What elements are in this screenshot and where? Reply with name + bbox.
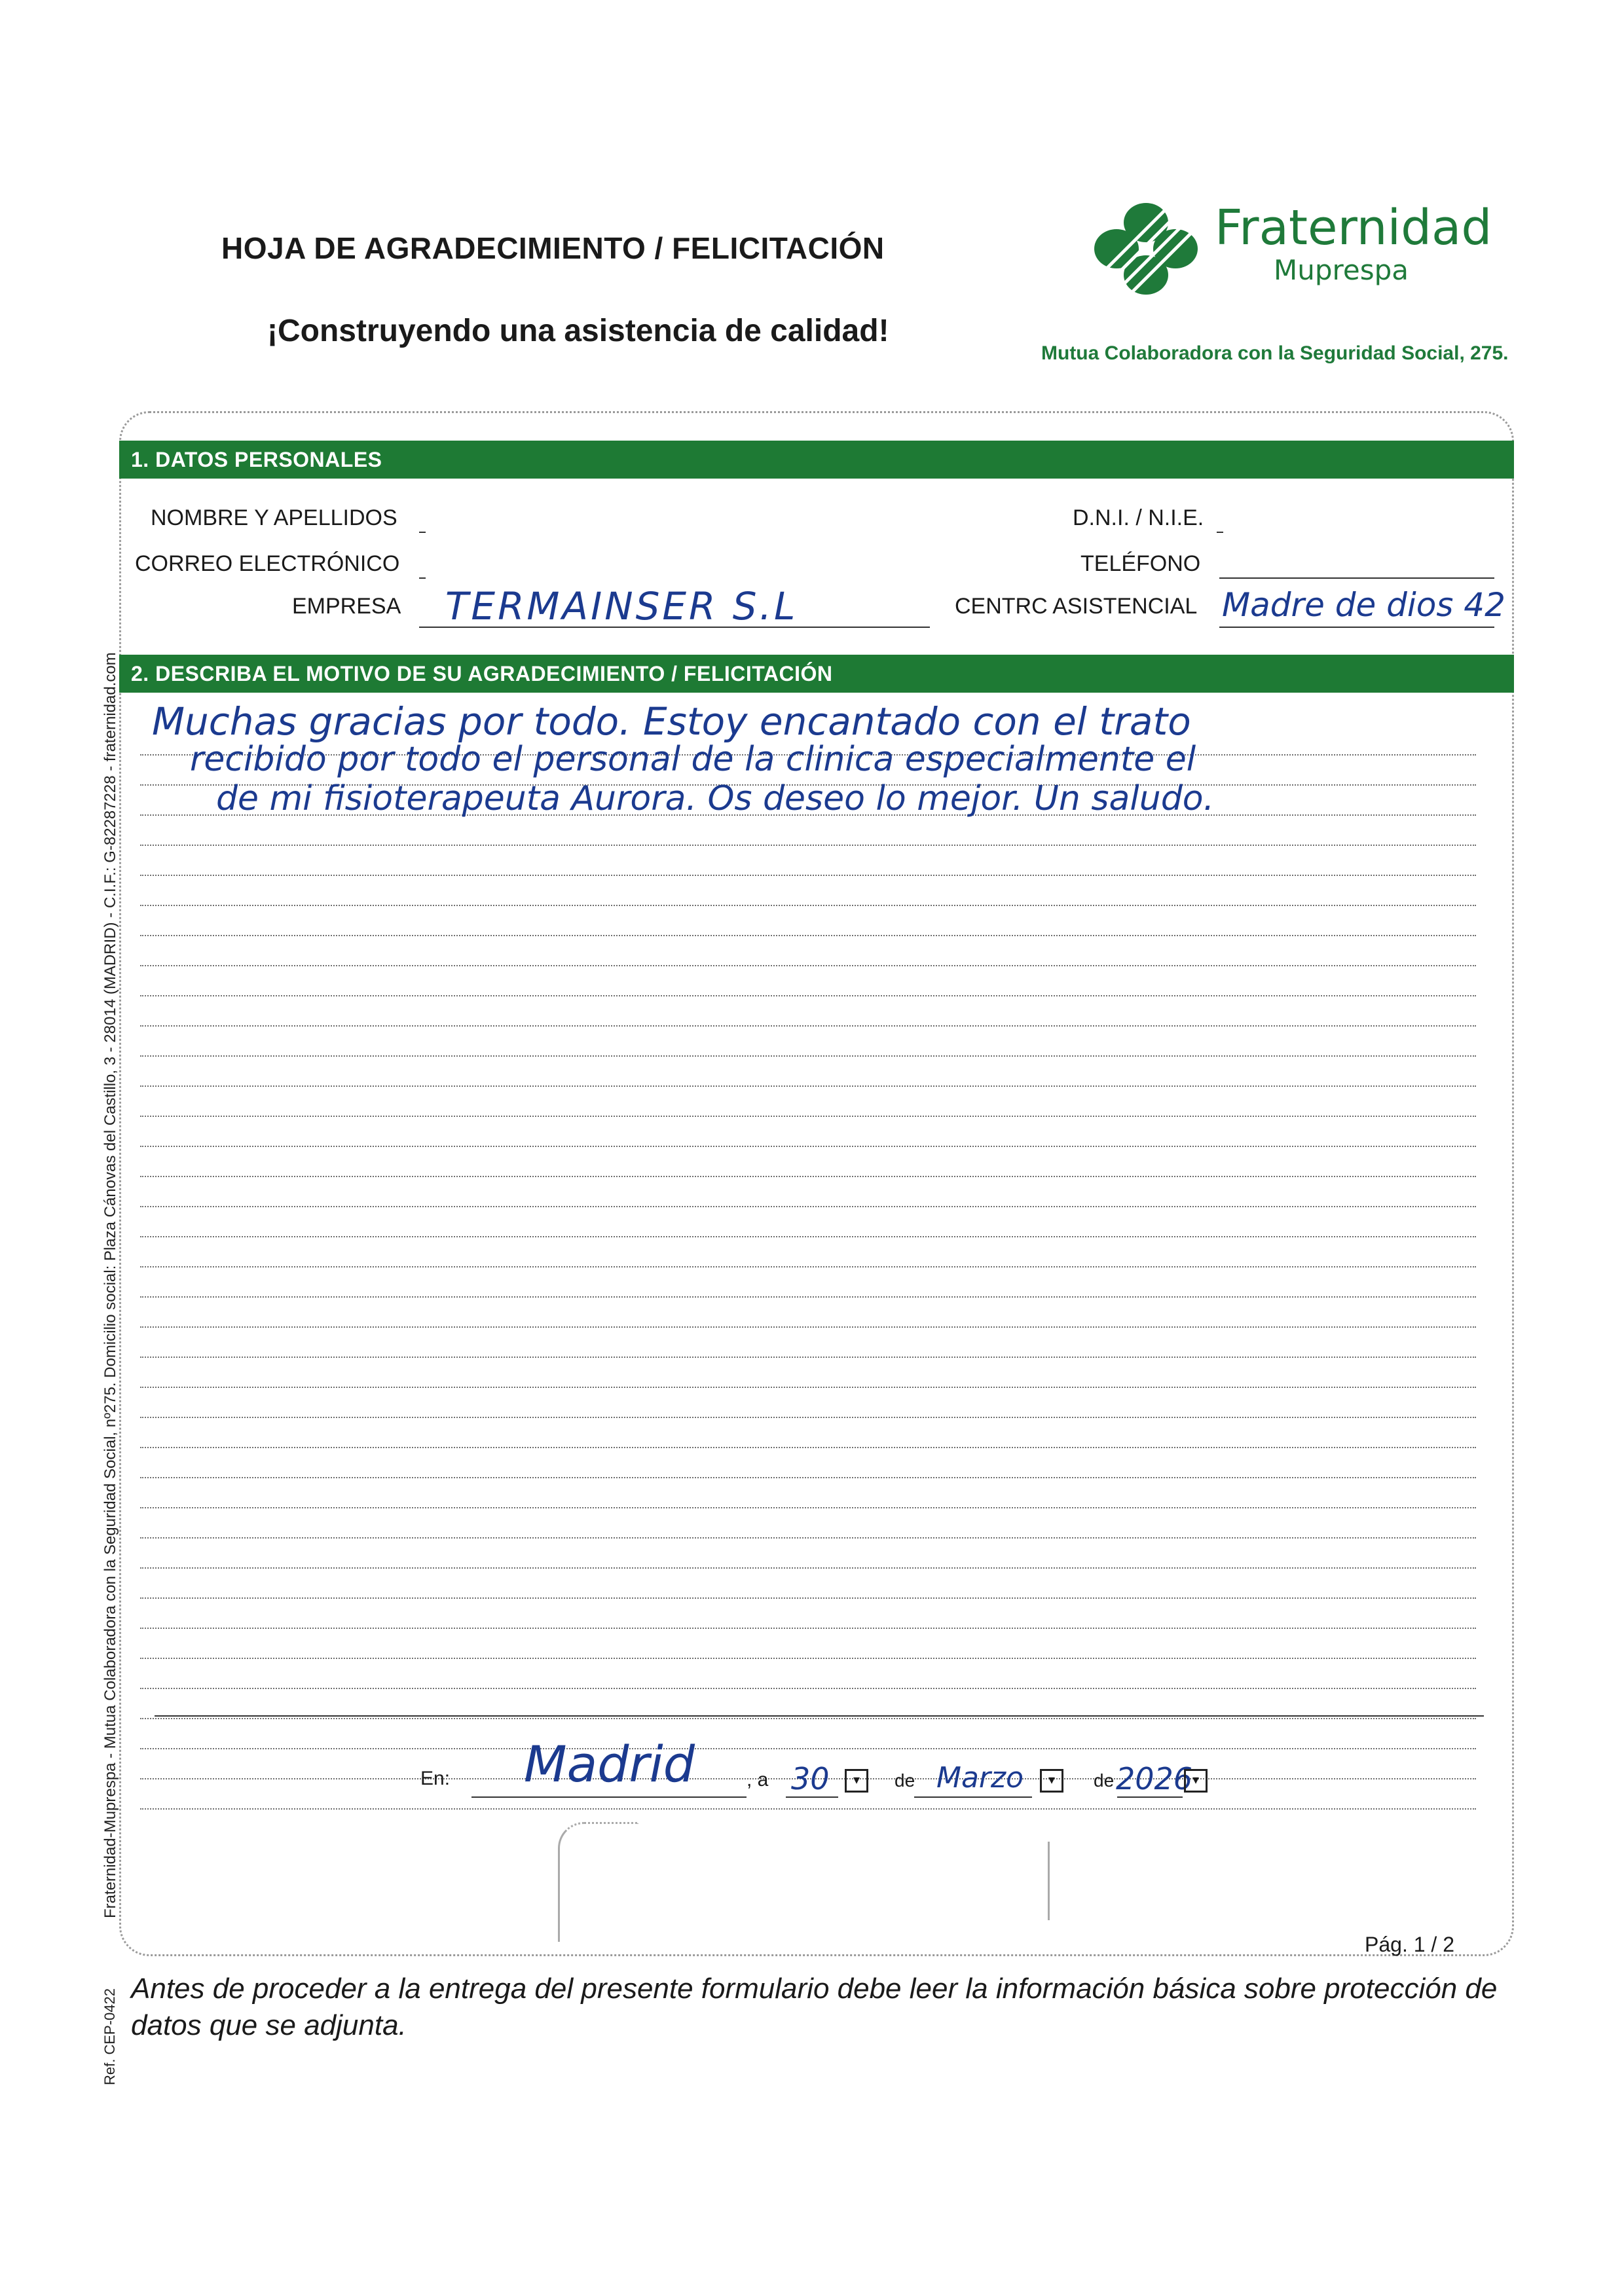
brand-tagline: Mutua Colaboradora con la Seguridad Social, 275. [1041, 342, 1509, 364]
message-line-2: recibido por todo el personal de la clinica especialmente el [190, 740, 1196, 779]
brand-sub: Muprespa [1274, 254, 1409, 286]
month-value: Marzo [936, 1761, 1024, 1795]
center-label: CENTRC ASISTENCIAL [955, 594, 1198, 619]
company-value: TERMAINSER S.L [445, 584, 798, 629]
message-line-1: Muchas gracias por todo. Estoy encantado con el trato [152, 699, 1191, 744]
reference-code: Ref. CEP-0422 [101, 1988, 118, 2085]
center-value: Madre de dios 42 [1222, 586, 1505, 624]
page-title: HOJA DE AGRADECIMIENTO / FELICITACIÓN [221, 231, 885, 265]
data-protection-note: Antes de proceder a la entrega del presente formulario debe leer la información básica sobre protección de datos que se adjunta. [131, 1973, 1498, 2041]
email-label: CORREO ELECTRÓNICO [135, 551, 400, 576]
section-1-header: 1. DATOS PERSONALES [119, 441, 1514, 479]
brand-name: Fraternidad [1215, 200, 1492, 256]
fraternidad-logo-icon [1084, 196, 1208, 301]
de1-label: de [895, 1770, 915, 1791]
de2-label: de [1094, 1770, 1115, 1791]
city-field[interactable] [471, 1795, 747, 1798]
phone-field[interactable] [1219, 576, 1494, 579]
legal-sidebar-text: Fraternidad-Muprespa - Mutua Colaboradora con la Seguridad Social, nº275. Domicilio social: Plaza Cánovas del Castillo, 3 - 28014 (MADRID) - C.I.F.: G-82287228 - fraternidad.com [101, 652, 119, 1918]
company-label: EMPRESA [292, 594, 401, 619]
writing-end-line [155, 1714, 1484, 1717]
section-2-header: 2. DESCRIBA EL MOTIVO DE SU AGRADECIMIENTO / FELICITACIÓN [119, 655, 1514, 693]
writing-lines[interactable] [140, 725, 1476, 1810]
name-label: NOMBRE Y APELLIDOS [151, 505, 397, 530]
center-field[interactable] [1219, 625, 1494, 628]
month-field[interactable] [914, 1795, 1032, 1798]
day-dropdown-icon[interactable]: ▾ [845, 1769, 868, 1793]
message-line-3: de mi fisioterapeuta Aurora. Os deseo lo mejor. Un saludo. [216, 779, 1215, 818]
year-value: 2026 [1116, 1761, 1193, 1796]
email-field[interactable] [419, 576, 426, 579]
page-number: Pág. 1 / 2 [1365, 1933, 1454, 1956]
stamp-area-right-border [1028, 1842, 1050, 1920]
year-dropdown-icon[interactable]: ▾ [1184, 1769, 1208, 1793]
dni-label: D.N.I. / N.I.E. [1073, 505, 1204, 530]
stamp-area-left-border [558, 1822, 638, 1942]
en-label: En: [420, 1768, 451, 1789]
phone-label: TELÉFONO [1080, 551, 1201, 576]
page-subtitle: ¡Construyendo una asistencia de calidad! [267, 314, 889, 348]
month-dropdown-icon[interactable]: ▾ [1040, 1769, 1063, 1793]
name-field[interactable] [419, 530, 426, 533]
city-value: Madrid [524, 1735, 695, 1793]
dni-field[interactable] [1217, 530, 1223, 533]
a-label: , a [747, 1769, 769, 1791]
day-value: 30 [791, 1761, 830, 1796]
